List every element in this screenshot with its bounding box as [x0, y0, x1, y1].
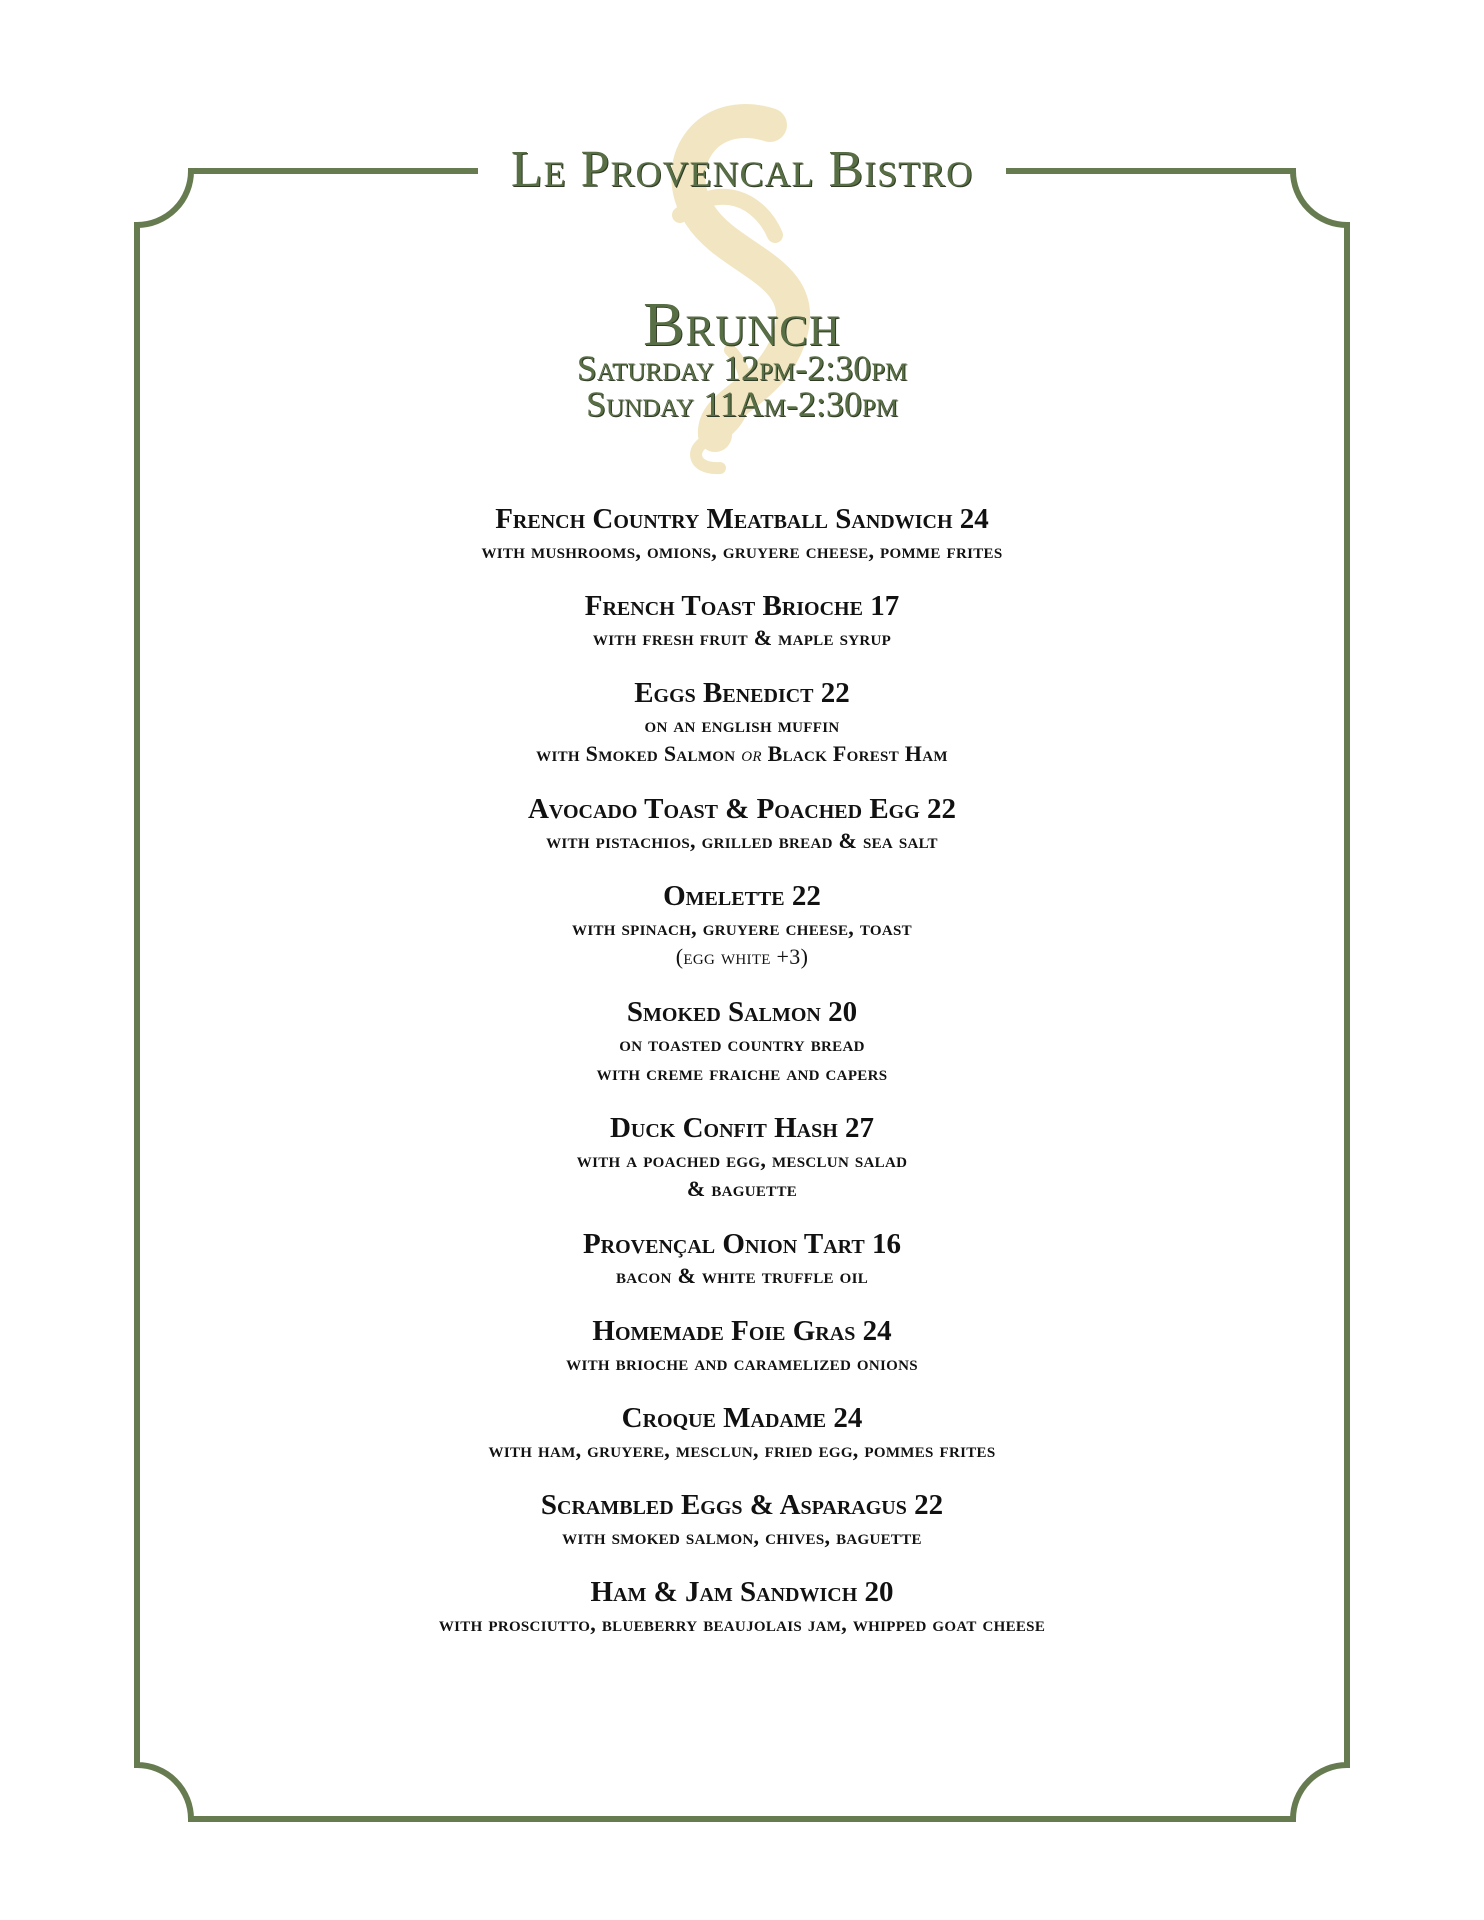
item-description: on toasted country bread [619, 1031, 865, 1056]
item-description: (egg white +3) [675, 944, 809, 969]
meal-title: Brunch [643, 291, 841, 359]
menu-item [0, 1314, 1484, 1377]
item-description: with pistachios, grilled bread & sea salt [546, 828, 938, 853]
menu-item [0, 879, 1484, 971]
item-description: with creme fraiche and capers [596, 1060, 888, 1085]
item-name: Croque Madame 24 [621, 1402, 863, 1434]
item-description: with mushrooms, omions, gruyere cheese, pomme frites [481, 538, 1003, 563]
hours-sunday: Sunday 11Am-2:30pm [585, 384, 898, 424]
restaurant-name: Le Provencal Bistro [510, 141, 974, 198]
menu-item [0, 589, 1484, 652]
item-description: with brioche and caramelized onions [566, 1350, 918, 1375]
item-description: bacon & white truffle oil [615, 1263, 869, 1288]
item-name: Eggs Benedict 22 [634, 677, 850, 709]
menu-item [0, 792, 1484, 855]
item-description: with Smoked Salmon or Black Forest Ham [536, 741, 948, 766]
menu-item [0, 1575, 1484, 1638]
menu-item [0, 1488, 1484, 1551]
item-name: French Toast Brioche 17 [584, 590, 900, 622]
menu-item [0, 1111, 1484, 1203]
menu-item [0, 1227, 1484, 1290]
menu-item [0, 995, 1484, 1087]
item-description: with fresh fruit & maple syrup [592, 625, 892, 650]
item-name: Omelette 22 [663, 880, 821, 912]
menu-item [0, 1401, 1484, 1464]
item-description: with prosciutto, blueberry beaujolais jam, whipped goat cheese [438, 1611, 1046, 1636]
item-name: French Country Meatball Sandwich 24 [495, 503, 989, 535]
item-name: Smoked Salmon 20 [626, 996, 858, 1028]
item-description: with spinach, gruyere cheese, toast [572, 915, 912, 940]
item-description: with ham, gruyere, mesclun, fried egg, pommes frites [488, 1437, 996, 1462]
item-name: Homemade Foie Gras 24 [592, 1315, 892, 1347]
item-description: with smoked salmon, chives, baguette [562, 1524, 922, 1549]
service-hours [0, 350, 1484, 422]
hours-saturday: Saturday 12pm-2:30pm [576, 348, 908, 388]
item-name: Scrambled Eggs & Asparagus 22 [540, 1489, 944, 1521]
item-description: on an english muffin [644, 712, 840, 737]
menu-item [0, 502, 1484, 565]
menu-items [0, 502, 1484, 1662]
item-name: Provençal Onion Tart 16 [582, 1228, 902, 1260]
item-description: & baguette [686, 1176, 798, 1201]
menu-item [0, 676, 1484, 768]
item-description: with a poached egg, mesclun salad [576, 1147, 908, 1172]
item-name: Duck Confit Hash 27 [609, 1112, 875, 1144]
item-name: Avocado Toast & Poached Egg 22 [527, 793, 957, 825]
item-name: Ham & Jam Sandwich 20 [590, 1576, 894, 1608]
